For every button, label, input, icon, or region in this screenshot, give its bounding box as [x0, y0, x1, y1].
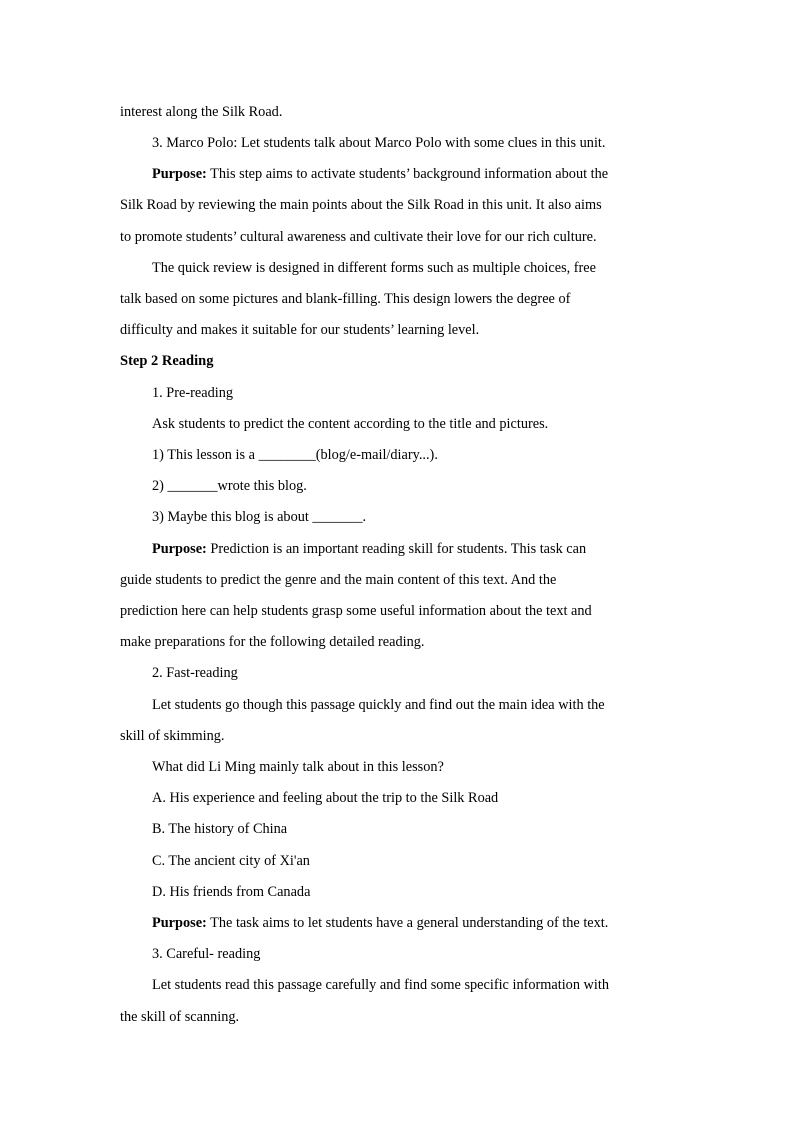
paragraph-line: difficulty and makes it suitable for our students’ learning level. [120, 322, 480, 338]
subsection-heading: 2. Fast-reading [152, 665, 238, 681]
section-heading: Step 2 Reading [120, 353, 214, 369]
paragraph-text: Prediction is an important reading skill for students. This task can [210, 541, 587, 557]
option-item: C. The ancient city of Xi'an [152, 853, 310, 869]
option-item: A. His experience and feeling about the trip to the Silk Road [152, 790, 499, 806]
paragraph-line: to promote students’ cultural awareness and cultivate their love for our rich culture. [120, 229, 597, 245]
paragraph-line: Silk Road by reviewing the main points about the Silk Road in this unit. It also aims [120, 197, 602, 213]
paragraph-line: skill of skimming. [120, 728, 225, 744]
option-item: D. His friends from Canada [152, 884, 311, 900]
purpose-label: Purpose: [152, 541, 207, 557]
question-text: What did Li Ming mainly talk about in this lesson? [152, 759, 444, 775]
purpose-paragraph [152, 540, 586, 558]
purpose-paragraph [152, 165, 608, 183]
paragraph-line: guide students to predict the genre and the main content of this text. And the [120, 572, 557, 588]
paragraph-line: the skill of scanning. [120, 1009, 240, 1025]
option-item: B. The history of China [152, 821, 288, 837]
paragraph-line: interest along the Silk Road. [120, 104, 283, 120]
question-item: 3) Maybe this blog is about _______. [152, 509, 367, 525]
paragraph-line: Let students go though this passage quickly and find out the main idea with the [152, 697, 605, 713]
paragraph-line: Let students read this passage carefully and find some specific information with [152, 977, 609, 993]
question-item: 2) _______wrote this blog. [152, 478, 307, 494]
paragraph-text: The task aims to let students have a general understanding of the text. [210, 915, 609, 931]
paragraph-line: The quick review is designed in different forms such as multiple choices, free [152, 260, 596, 276]
paragraph-line: make preparations for the following detailed reading. [120, 634, 425, 650]
paragraph-line: Ask students to predict the content according to the title and pictures. [152, 416, 549, 432]
paragraph-line: prediction here can help students grasp some useful information about the text and [120, 603, 592, 619]
question-item: 1) This lesson is a ________(blog/e-mail/diary...). [152, 447, 438, 463]
subsection-heading: 3. Careful- reading [152, 946, 261, 962]
paragraph-line: talk based on some pictures and blank-filling. This design lowers the degree of [120, 291, 571, 307]
paragraph-text: This step aims to activate students’ background information about the [210, 166, 609, 182]
list-item: 3. Marco Polo: Let students talk about Marco Polo with some clues in this unit. [152, 135, 606, 151]
purpose-label: Purpose: [152, 166, 207, 182]
purpose-paragraph [152, 914, 608, 932]
purpose-label: Purpose: [152, 915, 207, 931]
subsection-heading: 1. Pre-reading [152, 385, 233, 401]
